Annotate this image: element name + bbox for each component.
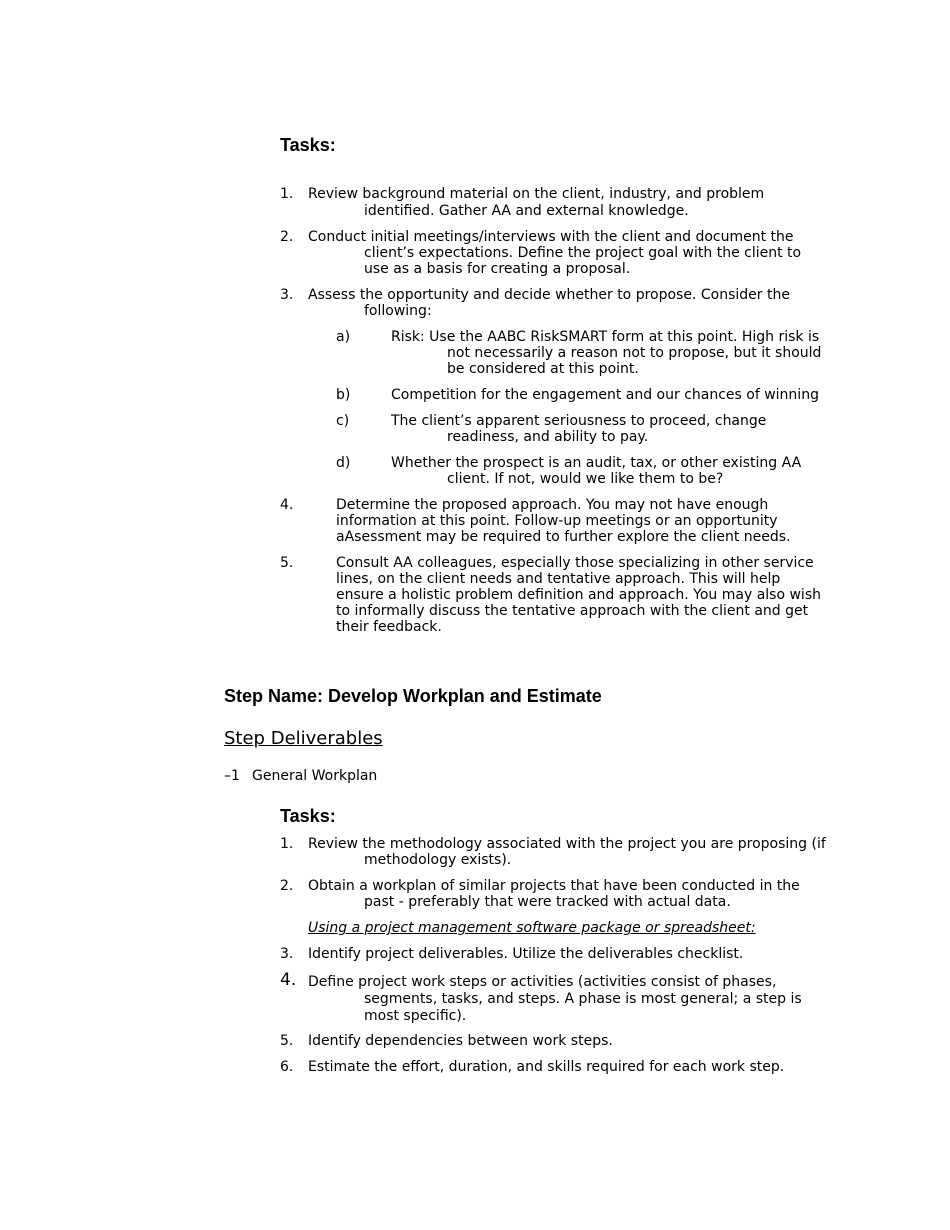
list-text: Estimate the effort, duration, and skills required for each work step. bbox=[308, 1059, 785, 1075]
list-text: ensure a holistic problem definition and approach. You may also wish bbox=[336, 587, 821, 603]
list-text: methodology exists). bbox=[364, 852, 512, 868]
list-number: 5. bbox=[280, 1033, 294, 1049]
deliverable-text: General Workplan bbox=[252, 768, 378, 784]
sub-list-text: The client’s apparent seriousness to proceed, change bbox=[391, 413, 767, 429]
list-text: their feedback. bbox=[336, 619, 442, 635]
list-number: 5. bbox=[280, 555, 294, 571]
list-text: to informally discuss the tentative approach with the client and get bbox=[336, 603, 809, 619]
list-text: Define project work steps or activities (activities consist of phases, bbox=[308, 974, 777, 990]
list-text: Consult AA colleagues, especially those specializing in other service bbox=[336, 555, 814, 571]
sub-list-label: b) bbox=[336, 387, 351, 403]
sub-list-text: Competition for the engagement and our chances of winning bbox=[391, 387, 819, 403]
workplan-note: Using a project management software package or spreadsheet: bbox=[308, 920, 756, 936]
list-text: Review the methodology associated with the project you are proposing (if bbox=[308, 836, 826, 852]
list-text: client’s expectations. Define the project goal with the client to bbox=[364, 245, 802, 261]
list-text: lines, on the client needs and tentative approach. This will help bbox=[336, 571, 781, 587]
list-text: identified. Gather AA and external knowledge. bbox=[364, 203, 689, 219]
step-name-heading: Step Name: Develop Workplan and Estimate bbox=[224, 686, 602, 706]
sub-list-text: be considered at this point. bbox=[447, 361, 639, 377]
list-number: 4. bbox=[280, 970, 297, 990]
list-number: 3. bbox=[280, 287, 294, 303]
sub-list-label: c) bbox=[336, 413, 350, 429]
list-number: 4. bbox=[280, 497, 294, 513]
list-text: information at this point. Follow-up meetings or an opportunity bbox=[336, 513, 778, 529]
list-text: most specific). bbox=[364, 1008, 467, 1024]
tasks-heading: Tasks: bbox=[280, 135, 336, 155]
list-text: Assess the opportunity and decide whether to propose. Consider the bbox=[308, 287, 790, 303]
list-text: Obtain a workplan of similar projects that have been conducted in the bbox=[308, 878, 800, 894]
tasks-heading: Tasks: bbox=[280, 806, 336, 826]
list-number: 2. bbox=[280, 229, 294, 245]
list-text: use as a basis for creating a proposal. bbox=[364, 261, 631, 277]
list-number: 3. bbox=[280, 946, 294, 962]
list-text: Conduct initial meetings/interviews with the client and document the bbox=[308, 229, 794, 245]
list-number: 1. bbox=[280, 186, 294, 202]
list-number: 1. bbox=[280, 836, 294, 852]
sub-list-label: d) bbox=[336, 455, 351, 471]
list-text: Identify project deliverables. Utilize the deliverables checklist. bbox=[308, 946, 744, 962]
list-text: past - preferably that were tracked with actual data. bbox=[364, 894, 731, 910]
list-text: segments, tasks, and steps. A phase is most general; a step is bbox=[364, 991, 802, 1007]
list-number: 6. bbox=[280, 1059, 294, 1075]
list-text: following: bbox=[364, 303, 432, 319]
deliverable-number: –1 bbox=[224, 768, 240, 784]
sub-list-text: Risk: Use the AABC RiskSMART form at this point. High risk is bbox=[391, 329, 820, 345]
list-text: aAsessment may be required to further explore the client needs. bbox=[336, 529, 791, 545]
list-text: Identify dependencies between work steps. bbox=[308, 1033, 613, 1049]
sub-list-text: not necessarily a reason not to propose, but it should bbox=[447, 345, 822, 361]
sub-list-label: a) bbox=[336, 329, 351, 345]
sub-list-text: readiness, and ability to pay. bbox=[447, 429, 649, 445]
sub-list-text: Whether the prospect is an audit, tax, or other existing AA bbox=[391, 455, 802, 471]
list-text: Review background material on the client, industry, and problem bbox=[308, 186, 765, 202]
list-number: 2. bbox=[280, 878, 294, 894]
step-deliverables-heading: Step Deliverables bbox=[224, 728, 383, 749]
list-text: Determine the proposed approach. You may not have enough bbox=[336, 497, 769, 513]
sub-list-text: client. If not, would we like them to be? bbox=[447, 471, 724, 487]
